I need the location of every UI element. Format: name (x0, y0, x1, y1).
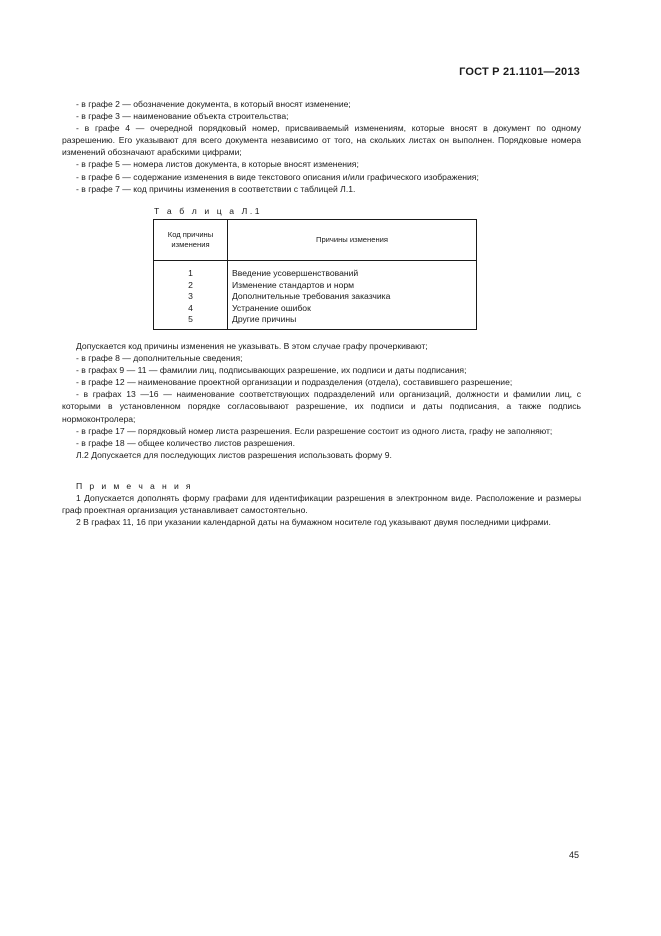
column-header-reason: Причины изменения (228, 220, 477, 261)
table-row (154, 314, 477, 329)
notes-title: П р и м е ч а н и я (76, 481, 193, 491)
reason-code: 3 (154, 291, 228, 303)
reason-text: Введение усовершенствований (228, 261, 477, 280)
table-header-row (154, 220, 477, 261)
paragraph: - в графе 12 — наименование проектной организации и подразделения (отдела), составившего разрешение; (76, 377, 513, 388)
paragraph: Л.2 Допускается для последующих листов разрешения использовать форму 9. (76, 449, 392, 460)
page-number: 45 (568, 850, 579, 860)
table-row (154, 261, 477, 280)
paragraph: - в графах 9 — 11 — фамилии лиц, подписывающих разрешение, их подписи и даты подписания; (76, 365, 467, 376)
paragraph: - в графе 8 — дополнительные сведения; (76, 353, 243, 364)
paragraph: - в графе 5 — номера листов документа, в которые вносят изменения; (76, 159, 359, 170)
reason-text: Изменение стандартов и норм (228, 280, 477, 292)
reason-code: 4 (154, 303, 228, 315)
document-id-header: ГОСТ Р 21.1101—2013 (459, 66, 580, 78)
notes-block (62, 480, 581, 528)
top-text-block (62, 98, 581, 195)
bottom-text-block (62, 340, 581, 461)
paragraph: - в графе 7 — код причины изменения в соответствии с таблицей Л.1. (76, 183, 356, 194)
note-item: 2 В графах 11, 16 при указании календарной даты на бумажном носителе год указывают двумя последними цифрами. (76, 517, 551, 528)
reason-text: Устранение ошибок (228, 303, 477, 315)
note-item: 1 Допускается дополнять форму графами для идентификации разрешения в электронном виде. Расположение и размеры граф проектная организация устанавливает самостоятельно. (62, 493, 581, 516)
table-row (154, 280, 477, 292)
paragraph: - в графе 4 — очередной порядковый номер, присваиваемый изменениям, которые вносят в документ по одному разрешению. Его указывают для всего документа независимо от того, на скольких листах он выполнен. Порядковые номера изменений обозначают арабскими цифрами; (62, 123, 581, 158)
table-row (154, 291, 477, 303)
paragraph: - в графах 13 —16 — наименование соответствующих подразделений или организаций, должности и фамилии лиц, с которыми в установленном порядке согласовывают разрешение, их подписи и даты подписания, а также подпись нормоконтролера; (62, 389, 581, 424)
reason-text: Другие причины (228, 314, 477, 329)
reason-code: 1 (154, 261, 228, 280)
paragraph: - в графе 6 — содержание изменения в виде текстового описания и/или графического изображения; (76, 171, 479, 182)
paragraph: Допускается код причины изменения не указывать. В этом случае графу прочеркивают; (76, 341, 428, 351)
reason-text: Дополнительные требования заказчика (228, 291, 477, 303)
reason-code: 2 (154, 280, 228, 292)
paragraph: - в графе 2 — обозначение документа, в который вносят изменение; (76, 99, 351, 109)
table-row (154, 303, 477, 315)
table-caption: Т а б л и ц а Л.1 (154, 206, 263, 216)
change-reasons-table (153, 219, 477, 330)
paragraph: - в графе 18 — общее количество листов разрешения. (76, 437, 295, 448)
reason-code: 5 (154, 314, 228, 329)
column-header-code: Код причины изменения (154, 220, 228, 261)
paragraph: - в графе 17 — порядковый номер листа разрешения. Если разрешение состоит из одного листа, графу не заполняют; (76, 425, 553, 436)
paragraph: - в графе 3 — наименование объекта строительства; (76, 111, 289, 122)
